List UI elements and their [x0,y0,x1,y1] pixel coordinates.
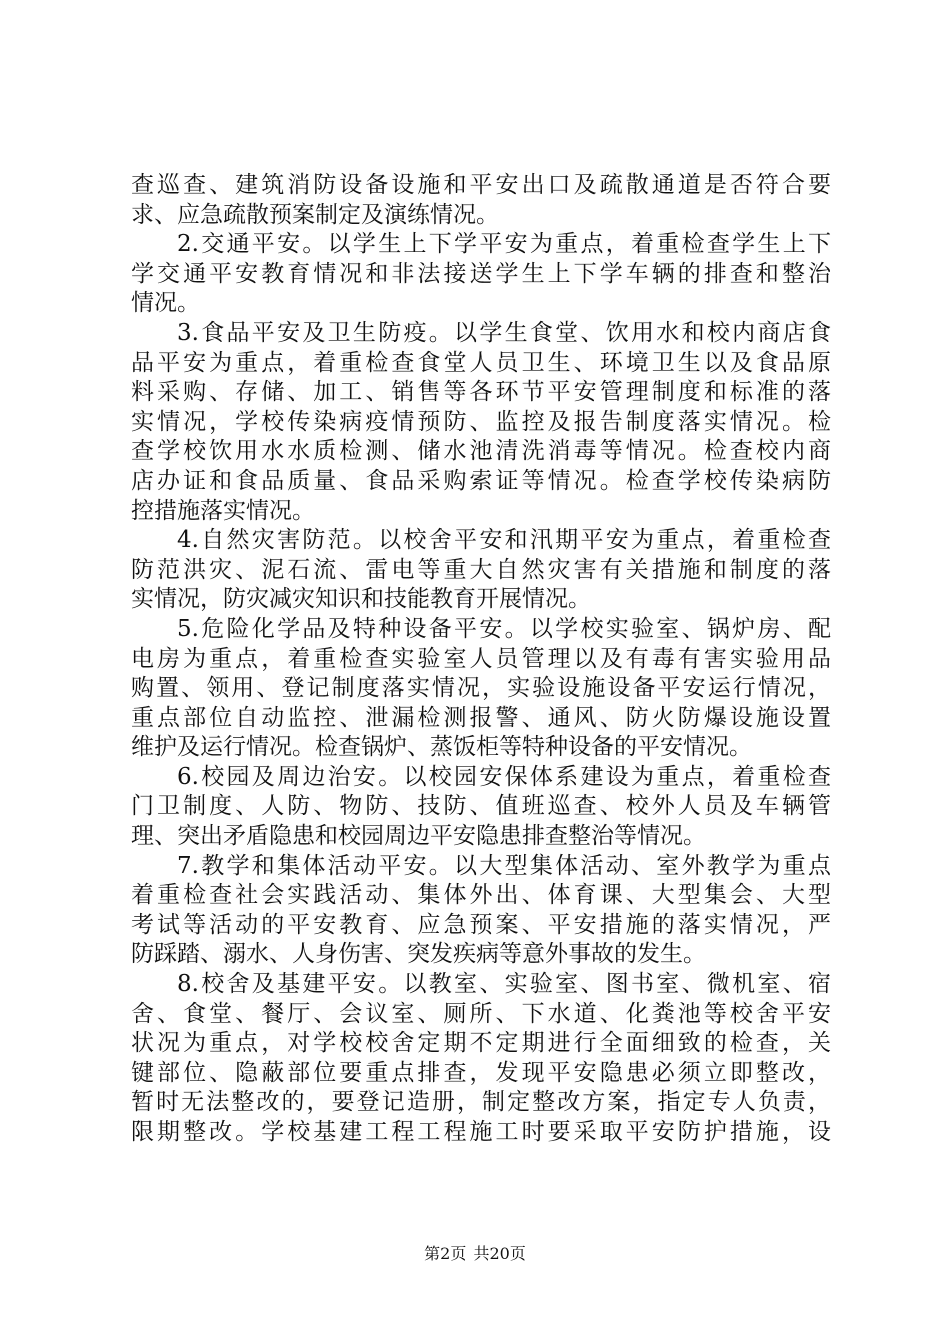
text-line: 6.校园及周边治安。以校园安保体系建设为重点，着重检查 [177,763,831,790]
text-line: 求、应急疏散预案制定及演练情况。 [131,201,499,228]
text-line: 情况。 [131,290,200,317]
text-line: 实情况，学校传染病疫情预防、监控及报告制度落实情况。检 [131,408,831,435]
text-line: 学交通平安教育情况和非法接送学生上下学车辆的排查和整治 [131,260,831,287]
text-line: 品平安为重点，着重检查食堂人员卫生、环境卫生以及食品原 [131,349,831,376]
text-line: 2.交通平安。以学生上下学平安为重点，着重检查学生上下 [177,231,831,258]
text-line: 8.校舍及基建平安。以教室、实验室、图书室、微机室、宿 [177,971,831,998]
document-body [131,171,831,1148]
text-line: 实情况，防灾减灾知识和技能教育开展情况。 [131,586,591,613]
text-line: 控措施落实情况。 [131,497,315,524]
text-line: 暂时无法整改的，要登记造册，制定整改方案，指定专人负责， [131,1089,831,1116]
text-line: 防范洪灾、泥石流、雷电等重大自然灾害有关措施和制度的落 [131,556,831,583]
text-line: 购置、领用、登记制度落实情况，实验设施设备平安运行情况， [131,675,831,702]
text-line: 舍、食堂、餐厅、会议室、厕所、下水道、化粪池等校舍平安 [131,1000,831,1027]
text-line: 5.危险化学品及特种设备平安。以学校实验室、锅炉房、配 [177,615,831,642]
text-line: 查巡查、建筑消防设备设施和平安出口及疏散通道是否符合要 [131,172,831,198]
text-line: 7.教学和集体活动平安。以大型集体活动、室外教学为重点 [177,852,831,879]
page-footer [0,1241,950,1264]
text-line: 重点部位自动监控、泄漏检测报警、通风、防火防爆设施设置 [131,704,831,731]
text-line: 考试等活动的平安教育、应急预案、平安措施的落实情况，严 [131,911,831,938]
text-line: 门卫制度、人防、物防、技防、值班巡查、校外人员及车辆管 [131,793,831,820]
page-number: 第2页 [424,1244,467,1263]
text-line: 维护及运行情况。检查锅炉、蒸饭柜等特种设备的平安情况。 [131,734,752,761]
text-line: 防踩踏、溺水、人身伤害、突发疾病等意外事故的发生。 [131,941,706,968]
text-line: 限期整改。学校基建工程工程施工时要采取平安防护措施，设 [131,1119,831,1145]
text-line: 理、突出矛盾隐患和校园周边平安隐患排查整治等情况。 [131,823,706,850]
text-line: 电房为重点，着重检查实验室人员管理以及有毒有害实验用品 [131,645,831,672]
text-line: 状况为重点，对学校校舍定期不定期进行全面细致的检查，关 [131,1030,831,1057]
text-line: 料采购、存储、加工、销售等各环节平安管理制度和标准的落 [131,379,831,406]
text-line: 着重检查社会实践活动、集体外出、体育课、大型集会、大型 [131,882,831,909]
text-line: 查学校饮用水水质检测、储水池清洗消毒等情况。检查校内商 [131,438,831,465]
text-line: 店办证和食品质量、食品采购索证等情况。检查学校传染病防 [131,467,831,494]
text-line: 3.食品平安及卫生防疫。以学生食堂、饮用水和校内商店食 [177,319,831,346]
text-line: 4.自然灾害防范。以校舍平安和汛期平安为重点，着重检查 [177,527,831,554]
text-line: 键部位、隐蔽部位要重点排查，发现平安隐患必须立即整改， [131,1059,831,1086]
page-total: 共20页 [473,1244,526,1263]
